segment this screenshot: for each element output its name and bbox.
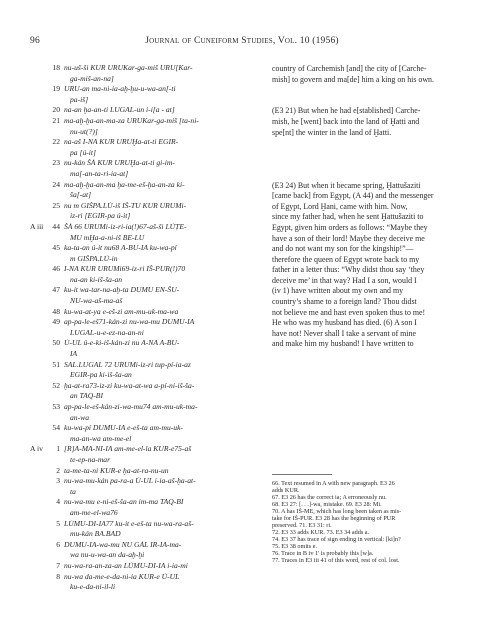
line-text: ka-ta-an ú-it nu68 A-BU-IA ku-wa-pí: [64, 244, 177, 253]
transliteration-line: [30, 424, 266, 435]
line-text: LUGAL-u-e-ez-na-an-ni: [70, 328, 144, 337]
transliteration-line: [30, 128, 266, 139]
line-number: 51: [52, 360, 60, 369]
line-text: ma-aḫ-ḫa-an-ma-za URUKar-ga-miš [ta-ni-: [64, 116, 199, 125]
translation-line: mish, he [went] back into the land of Ḫatti and: [272, 116, 420, 126]
line-number: 52: [52, 381, 60, 390]
line-number: 54: [52, 424, 60, 433]
footnote-line: 76. Trace in B iv 1' is probably this [w]a.: [272, 550, 374, 557]
line-text: ma-aḫ-ḫa-an-ma ḫa-me-eš-ḫa-an-za ki-: [64, 180, 185, 189]
line-text: nu-ut(?)]: [70, 127, 98, 136]
line-number: 7: [56, 561, 60, 570]
line-text: te-ep-na-mar: [70, 455, 111, 464]
translation-line: (E3 24) But when it became spring, Ḫattušaziti: [272, 180, 421, 190]
line-number: 20: [52, 106, 60, 115]
translation-line: since my father had, when he sent Ḫattušaziti to: [272, 212, 424, 222]
translation-line: of Egypt, Lord Ḫani, came with him. Now,: [272, 201, 408, 211]
line-number: 23: [52, 159, 60, 168]
line-number: 50: [52, 339, 60, 348]
footnote-line: 66. Text resumed in A with new paragraph. E3 26: [272, 480, 395, 487]
translation-line: [272, 149, 458, 160]
line-text: nu-wa-mu e-ni-eš-ša-an im-ma TAQ-BI: [64, 498, 184, 507]
transliteration-line: [30, 551, 266, 562]
translation-line: deceive me’ in that way? Had I a son, would I: [272, 275, 417, 285]
transliteration-line: [30, 318, 266, 329]
transliteration-line: [30, 75, 266, 86]
line-text: NU-wa-aš-ma-aš: [70, 297, 123, 306]
line-text: URU-an ma-ni-ia-aḫ-ḫu-u-wa-an[-ti: [64, 85, 176, 94]
transliteration-line: [30, 297, 266, 308]
line-number: 24: [52, 180, 60, 189]
journal-title: Journal of Cuneiform Studies, Vol. 10 (1956): [145, 36, 339, 46]
transliteration-line: [30, 382, 266, 393]
transliteration-line: [30, 339, 266, 350]
translation-line: [272, 138, 458, 149]
line-text: ap-pa-le-eš-kán-zi-wa-mu74 am-mu-uk-ma-: [64, 403, 198, 411]
line-text: nu-wa-ra-an-za-an LÚMU-DI-IA i-ia-mi: [64, 561, 188, 570]
line-number: 2: [56, 466, 60, 475]
transliteration-line: [30, 244, 266, 255]
transliteration-line: [30, 361, 266, 372]
transliteration-line: [30, 191, 266, 202]
transliteration-line: [30, 159, 266, 170]
transliteration-line: [30, 392, 266, 403]
line-text: ma[-an-ta-ri-ia-at]: [70, 169, 129, 178]
line-number: 3: [56, 477, 60, 486]
translation-line: therefore the queen of Egypt wrote back to my: [272, 254, 420, 264]
transliteration-line: [30, 414, 266, 425]
line-text: am-me-el-wa76: [70, 508, 118, 517]
line-text: MU mḪa-a-ni-iš BE-LU: [70, 233, 145, 242]
transliteration-line: [30, 403, 266, 414]
line-text: ta-me-ta-ni KUR-e ḫa-at-ra-nu-un: [64, 466, 169, 475]
translation-line: [272, 170, 458, 181]
transliteration-line: [30, 64, 266, 75]
footnote-line: 72. E3 33 adds KUR. 73. E3 34 adds a.: [272, 529, 370, 536]
transliteration-line: [30, 467, 266, 478]
line-number: 25: [52, 201, 60, 210]
line-number: 46: [52, 265, 60, 274]
line-text: LÚMU-DI-IA77 ku-it e-eš-ta nu-wa-ra-aš-: [64, 519, 194, 528]
line-text: na-an ki-iš-ša-an: [70, 275, 123, 284]
translation-column: [272, 64, 458, 350]
translation-line: [came back] from Egypt, (A 44) and the messenger: [272, 191, 434, 201]
line-text: an TAQ-BI: [70, 392, 103, 401]
transliteration-line: [30, 445, 266, 456]
footnote-line: 70. A has IŠ-ME, which has long been taken as mis-: [272, 508, 402, 515]
transliteration-line: [30, 541, 266, 552]
line-text: nu-wa da-me-e-da-ni-ia KUR-e Ú-UL: [64, 572, 180, 581]
transliteration-line: [30, 435, 266, 446]
line-number: 4: [56, 498, 60, 507]
line-text: ga-miš-an-na]: [70, 74, 114, 83]
transliteration-line: [30, 212, 266, 223]
line-number: 19: [52, 85, 60, 94]
transliteration-line: [30, 181, 266, 192]
line-text: ku-wa-at-ya e-eš-zi am-mu-uk-ma-wa: [64, 307, 179, 316]
column-label: A iii: [30, 222, 44, 231]
transliteration-line: [30, 149, 266, 160]
footnote-line: adds KUR.: [272, 487, 300, 494]
line-number: 5: [56, 519, 60, 528]
footnote-line: 67. E3 26 has the correct ia; A erroneously nu.: [272, 494, 387, 501]
line-number: 8: [56, 572, 60, 581]
translation-line: and make him my husband! I have written to: [272, 339, 414, 349]
line-text: ma-an-wa am-me-el: [70, 434, 132, 443]
footnote-line: preserved. 71. E3 31: ri.: [272, 522, 332, 529]
line-text: iz-ri [EGIR-pa ú-it]: [70, 212, 131, 221]
transliteration-line: [30, 477, 266, 488]
line-text: na-aš I-NA KUR URUḪa-at-ti EGIR-: [64, 138, 179, 147]
transliteration-line: [30, 308, 266, 319]
running-header: [30, 36, 454, 50]
line-text: nu m GIŠPA.LÚ-iš IŠ-TU KUR URUMi-: [64, 201, 187, 210]
line-number: 49: [52, 318, 60, 327]
transliteration-line: [30, 573, 266, 584]
footnote-line: take for IŠ-PUR. E3 28 has the beginning of PUR: [272, 515, 396, 522]
line-text: SAL.LUGAL 72 URUMi-iz-ri tup-pí-ia-az: [64, 360, 191, 369]
line-number: 1: [56, 445, 60, 454]
footnotes: [272, 480, 458, 564]
line-text: m GIŠPA.LÚ-in: [70, 254, 118, 263]
translation-line: country of Carchemish [and] the city of [Carche-: [272, 64, 427, 73]
transliteration-line: [30, 371, 266, 382]
transliteration-line: [30, 530, 266, 541]
line-text: Ú-UL ú-e-ki-iš-kán-zi nu A-NA A-BU-: [64, 339, 180, 348]
footnote-line: 74. E3 37 has trace of sign ending in vertical: [ki]n?: [272, 536, 401, 543]
line-text: ŠÀ 66 URUMi-iz-ri-ia(!)67-aš-ši LÚṬE-: [64, 222, 187, 231]
transliteration-line: [30, 234, 266, 245]
line-text: pa [ú-it]: [70, 148, 96, 157]
line-text: DUMU-IA-wa-mu NU GÁL IR-IA-ma-: [64, 540, 182, 549]
line-number: 53: [52, 403, 60, 411]
footnote-line: 75. E3 38 omits e.: [272, 543, 318, 550]
line-text: mu-kán BA.BAD: [70, 530, 121, 539]
line-text: nu-wa-mu-kán pa-ra-a Ú-UL i-ia-aš-ḫa-at-: [64, 477, 196, 486]
footnote-line: 77. Traces in E3 iii 41 of this word, rest of col. lost.: [272, 557, 400, 564]
transliteration-line: [30, 223, 266, 234]
line-number: 48: [52, 307, 60, 316]
line-text: ap-pa-le-eš71-kán-zi nu-wa-mu DUMU-IA: [64, 318, 195, 327]
line-text: wa nu-u-wa-an da-aḫ-ḫi: [70, 551, 145, 560]
translation-line: mish] to govern and ma[de] him a king on his own.: [272, 74, 434, 84]
transliteration-line: [30, 85, 266, 96]
translation-line: and do not want my son for the kingship!”—: [272, 244, 414, 254]
transliteration-line: [30, 96, 266, 107]
line-text: ta: [70, 487, 76, 496]
translation-line: [272, 85, 458, 96]
translation-line: not believe me and hast even spoken thus to me!: [272, 307, 426, 317]
footnote-line: 68. E3 27: [. . .]-wa, mistake. 69. E3 28: Mi.: [272, 501, 382, 508]
line-number: 44: [52, 222, 60, 231]
transliteration-line: [30, 255, 266, 266]
translation-line: He who was my husband has died. (6) A son I: [272, 318, 417, 328]
line-text: ša[-at]: [70, 191, 92, 200]
transliteration-line: [30, 265, 266, 276]
line-text: nu-uš-ši KUR URUKar-ga-miš URU[Kar-: [64, 64, 193, 72]
transliteration-line: [30, 329, 266, 340]
line-text: ḫa-at-ra73-iz-zi ku-wa-at-wa a-pí-ni-iš-ša-: [64, 381, 195, 390]
transliteration-column: [30, 64, 266, 594]
translation-line: [272, 96, 458, 107]
line-number: 6: [56, 540, 60, 549]
line-number: 47: [52, 286, 60, 295]
line-text: ku-e-da-ni-il-li: [70, 583, 116, 592]
transliteration-line: [30, 509, 266, 520]
transliteration-line: [30, 488, 266, 499]
transliteration-line: [30, 286, 266, 297]
line-text: EGIR-pa ki-iš-ša-an: [70, 371, 132, 380]
column-label: A iv: [30, 445, 43, 454]
footnote-rule: [272, 474, 332, 475]
transliteration-line: [30, 106, 266, 117]
transliteration-line: [30, 350, 266, 361]
transliteration-line: [30, 456, 266, 467]
line-number: 45: [52, 244, 60, 253]
line-number: 21: [52, 116, 60, 125]
line-number: 22: [52, 138, 60, 147]
translation-line: Egypt, given him orders as follows: “Maybe they: [272, 222, 428, 232]
translation-line: have a son of their lord! Maybe they deceive me: [272, 233, 425, 243]
translation-line: (E3 21) But when he had e[stablished] Carche-: [272, 106, 421, 116]
line-text: na-an ḫa-an-ti LUGAL-un i-i[a - at]: [64, 106, 175, 115]
line-text: IA: [70, 350, 78, 359]
line-text: an-wa: [70, 413, 89, 422]
transliteration-line: [30, 583, 266, 594]
line-text: pa-iš]: [70, 95, 89, 104]
translation-line: have not! Never shall I take a servant of mine: [272, 328, 416, 338]
transliteration-line: [30, 138, 266, 149]
transliteration-line: [30, 117, 266, 128]
translation-line: [272, 159, 458, 170]
transliteration-line: [30, 202, 266, 213]
line-text: [R]A-MA-NI-IA am-me-el-la KUR-e75-aš: [64, 445, 192, 454]
line-text: nu-kán ŠÀ KUR URUḪa-at-ti gi-im-: [64, 159, 175, 168]
transliteration-line: [30, 170, 266, 181]
translation-line: country’s shame to a foreign land? Thou didst: [272, 297, 417, 307]
line-number: 18: [52, 64, 60, 72]
transliteration-line: [30, 562, 266, 573]
line-text: ku-it wa-tar-na-aḫ-ta DUMU EN-ŠU-: [64, 286, 180, 295]
transliteration-line: [30, 520, 266, 531]
transliteration-line: [30, 276, 266, 287]
translation-line: (iv 1) have written about my own and my: [272, 286, 404, 296]
page-number: 96: [30, 36, 40, 46]
translation-line: father in a letter thus: “Why didst thou say ‘they: [272, 265, 425, 275]
translation-line: spe[nt] the winter in the land of Ḫatti.: [272, 127, 392, 137]
line-text: I-NA KUR URUMi69-iz-ri IŠ-PUR(!)70: [64, 265, 186, 274]
transliteration-line: [30, 498, 266, 509]
line-text: ku-wa-pí DUMU-IA e-eš-ta am-mu-uk-: [64, 424, 184, 433]
